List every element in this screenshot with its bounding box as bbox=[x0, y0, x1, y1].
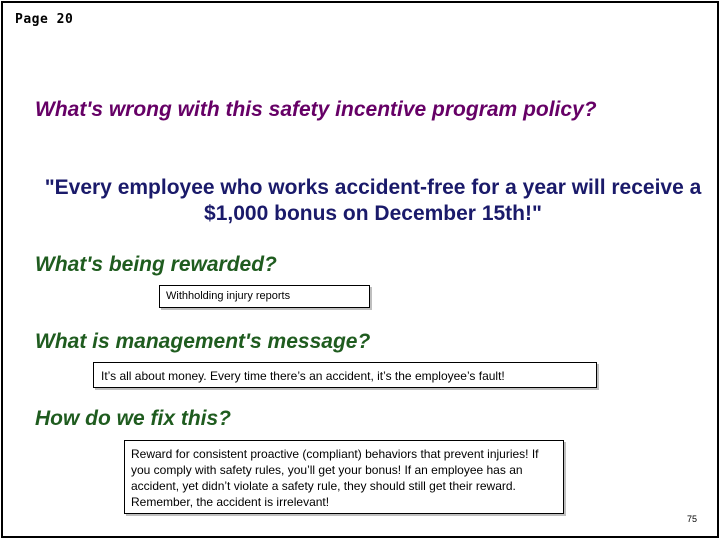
question-fix: How do we fix this? bbox=[35, 407, 232, 430]
answer-box-rewarded: Withholding injury reports bbox=[159, 285, 370, 308]
slide-number: 75 bbox=[686, 514, 697, 524]
page-label: Page 20 bbox=[15, 12, 74, 27]
heading-question: What's wrong with this safety incentive program policy? bbox=[35, 98, 597, 121]
question-management-message: What is management's message? bbox=[35, 330, 371, 353]
answer-box-management-message: It’s all about money. Every time there’s an accident, it’s the employee’s fault! bbox=[93, 362, 597, 388]
slide-frame bbox=[1, 1, 719, 538]
policy-quote: "Every employee who works accident-free for a year will receive a $1,000 bonus on December 15th!" bbox=[44, 176, 702, 225]
question-rewarded: What's being rewarded? bbox=[35, 253, 277, 276]
answer-box-fix: Reward for consistent proactive (compliant) behaviors that prevent injuries! If you comply with safety rules, you’ll get your bonus! If an employee has an accident, yet didn’t violate a safety rule, they should still get their reward. Remember, the accident is irrelevant! bbox=[124, 440, 564, 514]
